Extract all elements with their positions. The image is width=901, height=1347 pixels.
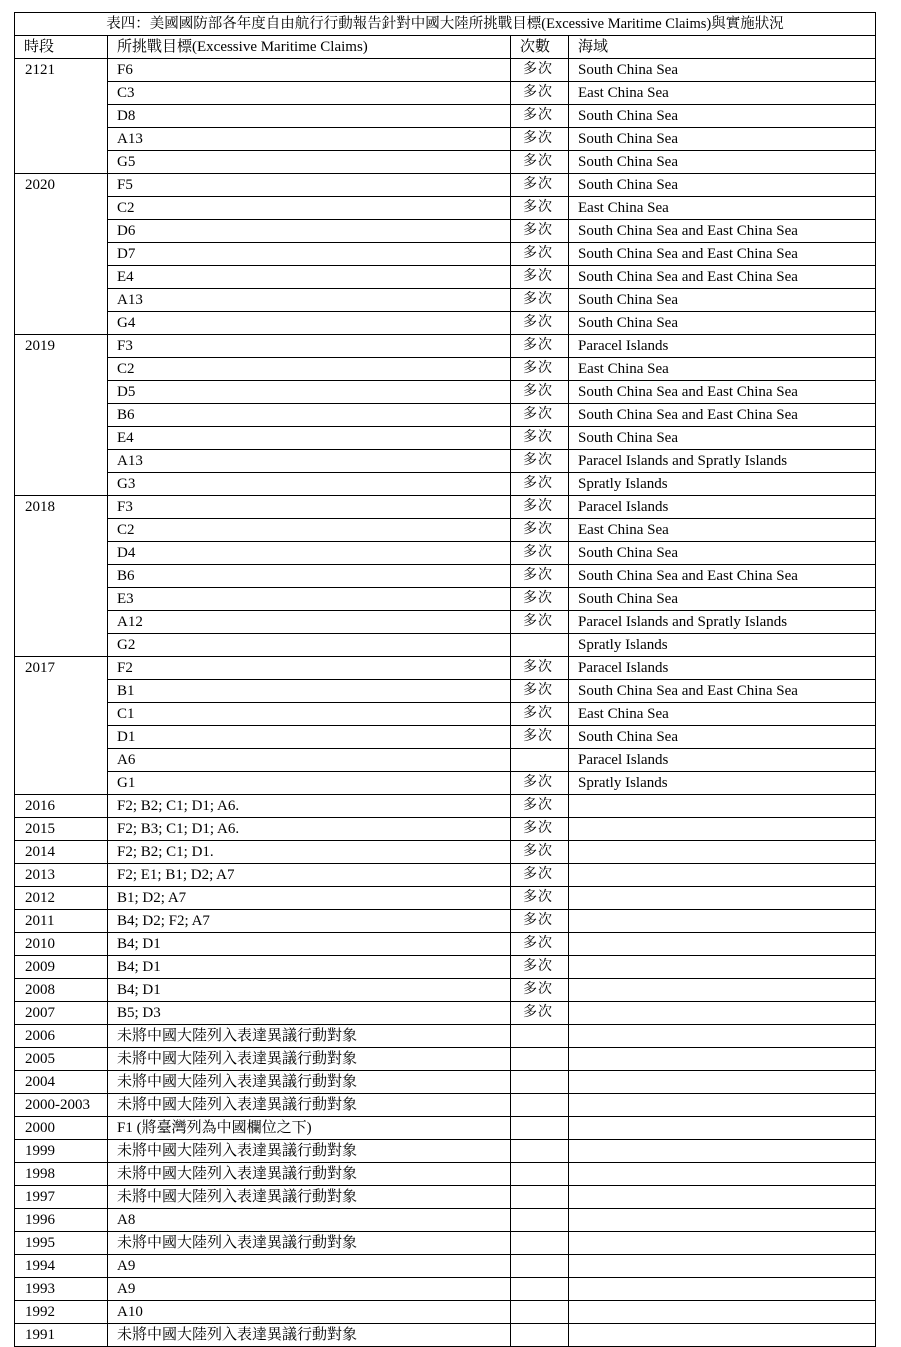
count-cell: 多次 (511, 59, 569, 82)
area-cell: East China Sea (569, 82, 876, 105)
target-cell: B4; D2; F2; A7 (108, 910, 511, 933)
area-cell: Paracel Islands (569, 335, 876, 358)
table-row (15, 220, 876, 243)
area-cell (569, 1232, 876, 1255)
target-cell: A8 (108, 1209, 511, 1232)
area-cell: South China Sea (569, 59, 876, 82)
table-row (15, 749, 876, 772)
table-row (15, 1324, 876, 1347)
area-cell: South China Sea (569, 726, 876, 749)
year-cell: 2007 (15, 1002, 108, 1025)
area-cell: South China Sea (569, 427, 876, 450)
target-cell: G5 (108, 151, 511, 174)
count-cell: 多次 (511, 864, 569, 887)
area-cell: South China Sea and East China Sea (569, 565, 876, 588)
count-cell (511, 1232, 569, 1255)
count-cell: 多次 (511, 611, 569, 634)
table-body (15, 59, 876, 1347)
area-cell: South China Sea and East China Sea (569, 243, 876, 266)
area-cell: East China Sea (569, 519, 876, 542)
count-cell (511, 1324, 569, 1347)
year-cell: 2020 (15, 174, 108, 335)
area-cell (569, 1301, 876, 1324)
target-cell: A13 (108, 128, 511, 151)
area-cell (569, 795, 876, 818)
table-row (15, 818, 876, 841)
year-cell: 2011 (15, 910, 108, 933)
table-row (15, 1071, 876, 1094)
area-cell (569, 1255, 876, 1278)
year-cell: 2006 (15, 1025, 108, 1048)
year-cell: 1995 (15, 1232, 108, 1255)
count-cell (511, 1025, 569, 1048)
target-cell: 未將中國大陸列入表達異議行動對象 (108, 1186, 511, 1209)
year-cell: 2013 (15, 864, 108, 887)
count-cell (511, 1140, 569, 1163)
target-cell: F2; E1; B1; D2; A7 (108, 864, 511, 887)
count-cell: 多次 (511, 220, 569, 243)
table-row (15, 956, 876, 979)
area-cell: South China Sea (569, 128, 876, 151)
count-cell (511, 1209, 569, 1232)
count-cell: 多次 (511, 312, 569, 335)
count-cell: 多次 (511, 818, 569, 841)
table-row (15, 1140, 876, 1163)
table-row (15, 105, 876, 128)
table-row (15, 910, 876, 933)
count-cell: 多次 (511, 841, 569, 864)
count-cell: 多次 (511, 151, 569, 174)
count-cell (511, 1071, 569, 1094)
target-cell: 未將中國大陸列入表達異議行動對象 (108, 1140, 511, 1163)
target-cell: F2; B3; C1; D1; A6. (108, 818, 511, 841)
table-row (15, 335, 876, 358)
area-cell (569, 1071, 876, 1094)
count-cell (511, 634, 569, 657)
area-cell: South China Sea (569, 312, 876, 335)
year-cell: 2014 (15, 841, 108, 864)
target-cell: G2 (108, 634, 511, 657)
target-cell: C2 (108, 519, 511, 542)
target-cell: F3 (108, 335, 511, 358)
year-cell: 1992 (15, 1301, 108, 1324)
table-row (15, 427, 876, 450)
area-cell: Paracel Islands (569, 749, 876, 772)
year-cell: 1996 (15, 1209, 108, 1232)
target-cell: D1 (108, 726, 511, 749)
target-cell: A9 (108, 1278, 511, 1301)
count-cell: 多次 (511, 82, 569, 105)
target-cell: G3 (108, 473, 511, 496)
area-cell (569, 956, 876, 979)
count-cell: 多次 (511, 887, 569, 910)
count-cell: 多次 (511, 427, 569, 450)
count-cell: 多次 (511, 680, 569, 703)
count-cell: 多次 (511, 128, 569, 151)
count-cell: 多次 (511, 703, 569, 726)
count-cell: 多次 (511, 565, 569, 588)
area-cell (569, 818, 876, 841)
target-cell: E4 (108, 266, 511, 289)
table-row (15, 1301, 876, 1324)
target-cell: A9 (108, 1255, 511, 1278)
area-cell: East China Sea (569, 358, 876, 381)
table-row (15, 542, 876, 565)
year-cell: 1991 (15, 1324, 108, 1347)
table-row (15, 680, 876, 703)
target-cell: F2 (108, 657, 511, 680)
year-cell: 2019 (15, 335, 108, 496)
table-row (15, 1186, 876, 1209)
year-cell: 2009 (15, 956, 108, 979)
year-cell: 2000 (15, 1117, 108, 1140)
area-cell: Paracel Islands (569, 657, 876, 680)
count-cell: 多次 (511, 404, 569, 427)
target-cell: 未將中國大陸列入表達異議行動對象 (108, 1324, 511, 1347)
table-row (15, 289, 876, 312)
table-row (15, 1025, 876, 1048)
header-target: 所挑戰目標(Excessive Maritime Claims) (108, 36, 511, 59)
area-cell: East China Sea (569, 197, 876, 220)
count-cell: 多次 (511, 358, 569, 381)
target-cell: F2; B2; C1; D1; A6. (108, 795, 511, 818)
area-cell (569, 1117, 876, 1140)
area-cell (569, 864, 876, 887)
target-cell: B5; D3 (108, 1002, 511, 1025)
table-row (15, 266, 876, 289)
area-cell (569, 887, 876, 910)
area-cell: South China Sea (569, 105, 876, 128)
target-cell: G1 (108, 772, 511, 795)
table-row (15, 243, 876, 266)
year-cell: 2015 (15, 818, 108, 841)
header-count: 次數 (511, 36, 569, 59)
table-row (15, 128, 876, 151)
target-cell: A12 (108, 611, 511, 634)
table-row (15, 59, 876, 82)
count-cell: 多次 (511, 197, 569, 220)
year-cell: 1998 (15, 1163, 108, 1186)
count-cell: 多次 (511, 772, 569, 795)
table-row (15, 1048, 876, 1071)
header-period: 時段 (15, 36, 108, 59)
table-row (15, 519, 876, 542)
count-cell: 多次 (511, 542, 569, 565)
target-cell: B4; D1 (108, 979, 511, 1002)
target-cell: F5 (108, 174, 511, 197)
target-cell: F6 (108, 59, 511, 82)
area-cell (569, 841, 876, 864)
target-cell: C2 (108, 197, 511, 220)
count-cell: 多次 (511, 795, 569, 818)
year-cell: 2018 (15, 496, 108, 657)
table-row (15, 1278, 876, 1301)
count-cell (511, 1117, 569, 1140)
table-row (15, 312, 876, 335)
table-row (15, 1117, 876, 1140)
target-cell: B1 (108, 680, 511, 703)
target-cell: A6 (108, 749, 511, 772)
table-row (15, 772, 876, 795)
year-cell: 2004 (15, 1071, 108, 1094)
area-cell: South China Sea (569, 151, 876, 174)
target-cell: 未將中國大陸列入表達異議行動對象 (108, 1071, 511, 1094)
table-row (15, 726, 876, 749)
year-cell: 2000-2003 (15, 1094, 108, 1117)
count-cell: 多次 (511, 496, 569, 519)
target-cell: C2 (108, 358, 511, 381)
table-row (15, 979, 876, 1002)
area-cell (569, 1278, 876, 1301)
table-row (15, 588, 876, 611)
year-cell: 2010 (15, 933, 108, 956)
count-cell (511, 1048, 569, 1071)
count-cell: 多次 (511, 979, 569, 1002)
area-cell (569, 933, 876, 956)
count-cell: 多次 (511, 105, 569, 128)
target-cell: D8 (108, 105, 511, 128)
table-row (15, 82, 876, 105)
count-cell: 多次 (511, 910, 569, 933)
table-row (15, 381, 876, 404)
target-cell: 未將中國大陸列入表達異議行動對象 (108, 1048, 511, 1071)
table-row (15, 496, 876, 519)
area-cell: South China Sea and East China Sea (569, 404, 876, 427)
area-cell (569, 910, 876, 933)
area-cell (569, 1094, 876, 1117)
year-cell: 1999 (15, 1140, 108, 1163)
area-cell: South China Sea (569, 588, 876, 611)
area-cell: South China Sea and East China Sea (569, 220, 876, 243)
header-area: 海域 (569, 36, 876, 59)
table-row (15, 1163, 876, 1186)
target-cell: C1 (108, 703, 511, 726)
count-cell: 多次 (511, 450, 569, 473)
table-row (15, 1094, 876, 1117)
table-row (15, 1255, 876, 1278)
count-cell (511, 1094, 569, 1117)
table-row (15, 1002, 876, 1025)
table-row (15, 1209, 876, 1232)
count-cell: 多次 (511, 289, 569, 312)
count-cell: 多次 (511, 588, 569, 611)
target-cell: F2; B2; C1; D1. (108, 841, 511, 864)
target-cell: B6 (108, 565, 511, 588)
area-cell: Paracel Islands (569, 496, 876, 519)
table-row (15, 887, 876, 910)
year-cell: 2005 (15, 1048, 108, 1071)
table-title: 表四：美國國防部各年度自由航行行動報告針對中國大陸所挑戰目標(Excessive Maritime Claims)與實施狀況 (15, 13, 876, 36)
area-cell: South China Sea and East China Sea (569, 381, 876, 404)
area-cell: Spratly Islands (569, 634, 876, 657)
count-cell: 多次 (511, 243, 569, 266)
count-cell: 多次 (511, 174, 569, 197)
area-cell: South China Sea (569, 174, 876, 197)
year-cell: 2008 (15, 979, 108, 1002)
target-cell: A10 (108, 1301, 511, 1324)
count-cell (511, 1301, 569, 1324)
target-cell: B4; D1 (108, 933, 511, 956)
document-table-container (14, 12, 875, 1347)
count-cell: 多次 (511, 519, 569, 542)
table-row (15, 657, 876, 680)
area-cell: Paracel Islands and Spratly Islands (569, 450, 876, 473)
year-cell: 2017 (15, 657, 108, 795)
target-cell: C3 (108, 82, 511, 105)
count-cell: 多次 (511, 335, 569, 358)
count-cell (511, 1278, 569, 1301)
table-row (15, 864, 876, 887)
target-cell: D4 (108, 542, 511, 565)
year-cell: 1994 (15, 1255, 108, 1278)
target-cell: D5 (108, 381, 511, 404)
area-cell (569, 1324, 876, 1347)
count-cell (511, 749, 569, 772)
target-cell: B4; D1 (108, 956, 511, 979)
table-row (15, 197, 876, 220)
table-row (15, 611, 876, 634)
count-cell: 多次 (511, 726, 569, 749)
target-cell: 未將中國大陸列入表達異議行動對象 (108, 1232, 511, 1255)
count-cell (511, 1186, 569, 1209)
year-cell: 1993 (15, 1278, 108, 1301)
year-cell: 1997 (15, 1186, 108, 1209)
count-cell: 多次 (511, 933, 569, 956)
fonop-table (14, 12, 876, 1347)
table-row (15, 1232, 876, 1255)
area-cell: South China Sea and East China Sea (569, 680, 876, 703)
target-cell: B6 (108, 404, 511, 427)
count-cell: 多次 (511, 657, 569, 680)
table-row (15, 703, 876, 726)
table-row (15, 151, 876, 174)
table-row (15, 634, 876, 657)
area-cell: Spratly Islands (569, 473, 876, 496)
year-cell: 2016 (15, 795, 108, 818)
count-cell: 多次 (511, 1002, 569, 1025)
area-cell: South China Sea and East China Sea (569, 266, 876, 289)
year-cell: 2121 (15, 59, 108, 174)
count-cell (511, 1255, 569, 1278)
table-row (15, 450, 876, 473)
area-cell (569, 1163, 876, 1186)
area-cell (569, 1140, 876, 1163)
target-cell: 未將中國大陸列入表達異議行動對象 (108, 1163, 511, 1186)
year-cell: 2012 (15, 887, 108, 910)
target-cell: A13 (108, 289, 511, 312)
area-cell: South China Sea (569, 542, 876, 565)
table-row (15, 473, 876, 496)
target-cell: F3 (108, 496, 511, 519)
area-cell: South China Sea (569, 289, 876, 312)
count-cell: 多次 (511, 956, 569, 979)
count-cell: 多次 (511, 266, 569, 289)
target-cell: 未將中國大陸列入表達異議行動對象 (108, 1025, 511, 1048)
target-cell: F1 (將臺灣列為中國欄位之下) (108, 1117, 511, 1140)
area-cell: Paracel Islands and Spratly Islands (569, 611, 876, 634)
table-row (15, 933, 876, 956)
target-cell: B1; D2; A7 (108, 887, 511, 910)
table-row (15, 565, 876, 588)
count-cell: 多次 (511, 381, 569, 404)
area-cell (569, 1002, 876, 1025)
area-cell (569, 1209, 876, 1232)
area-cell: Spratly Islands (569, 772, 876, 795)
target-cell: 未將中國大陸列入表達異議行動對象 (108, 1094, 511, 1117)
area-cell (569, 979, 876, 1002)
table-row (15, 841, 876, 864)
target-cell: D6 (108, 220, 511, 243)
table-row (15, 358, 876, 381)
count-cell: 多次 (511, 473, 569, 496)
table-row (15, 795, 876, 818)
target-cell: A13 (108, 450, 511, 473)
target-cell: G4 (108, 312, 511, 335)
target-cell: E4 (108, 427, 511, 450)
area-cell (569, 1186, 876, 1209)
count-cell (511, 1163, 569, 1186)
target-cell: E3 (108, 588, 511, 611)
table-row (15, 404, 876, 427)
area-cell (569, 1048, 876, 1071)
table-row (15, 174, 876, 197)
target-cell: D7 (108, 243, 511, 266)
area-cell (569, 1025, 876, 1048)
area-cell: East China Sea (569, 703, 876, 726)
